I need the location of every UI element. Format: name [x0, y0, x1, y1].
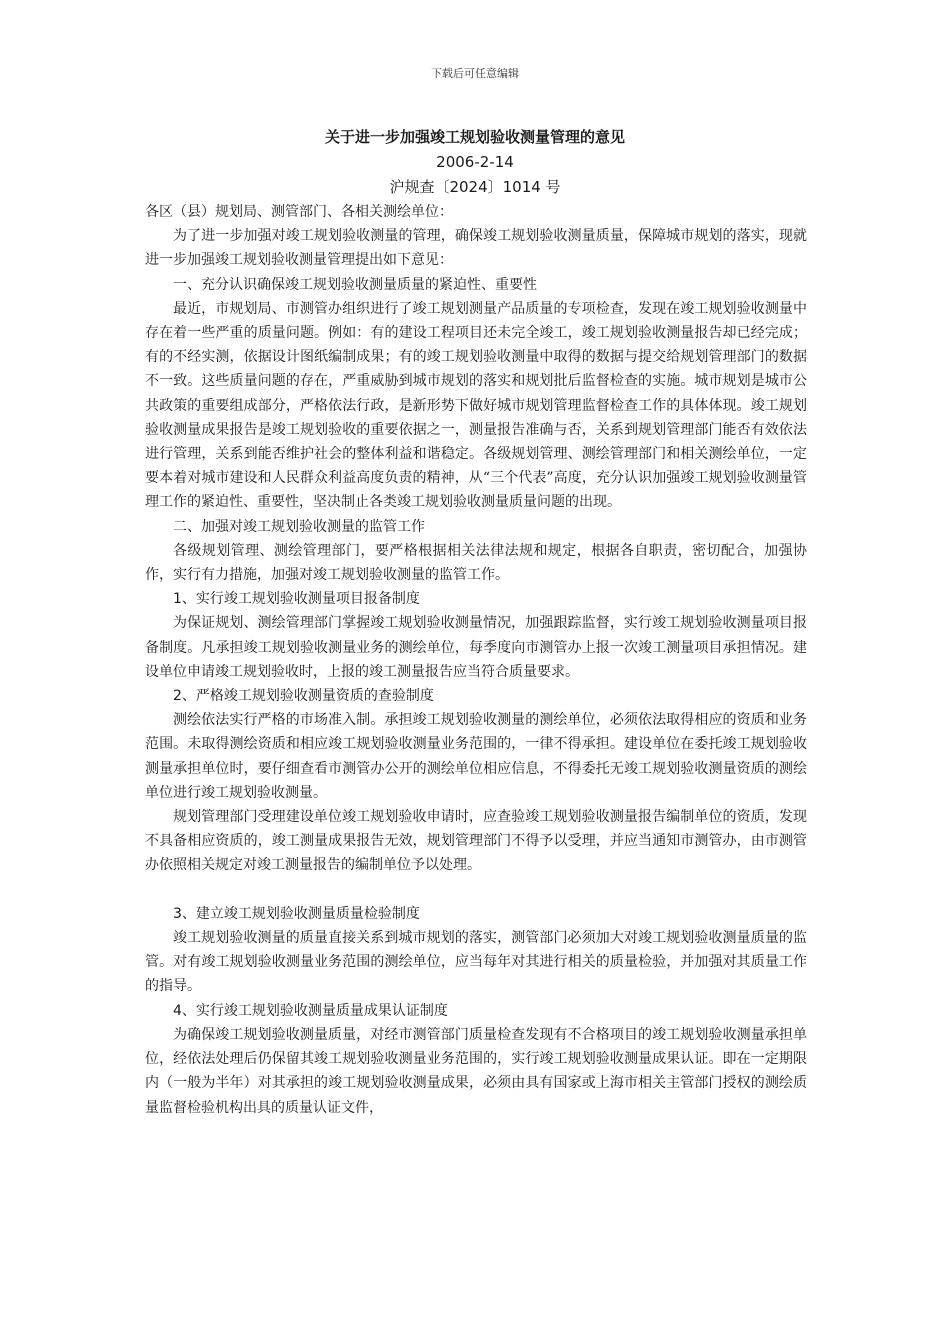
paragraph-subsection-3: 竣工规划验收测量的质量直接关系到城市规划的落实，测管部门必须加大对竣工规划验收测量质量的监管。对有竣工规划验收测量业务范围的测绘单位，应当每年对其进行相关的质量检验，并加强对其质量工作的指导。 [145, 930, 807, 995]
paragraph-section-1: 最近，市规划局、市测管办组织进行了竣工规划测量产品质量的专项检查，发现在竣工规划验收测量中存在着一些严重的质量问题。例如：有的建设工程项目还未完全竣工，竣工规划验收测量报告却已经完成；有的不经实测，依据设计图纸编制成果；有的竣工规划验收测量中取得的数据与提交给规划管理部门的数据不一致。这些质量问题的存在，严重威胁到城市规划的落实和规划批后监督检查的实施。城市规划是城市公共政策的重要组成部分，严格依法行政，是新形势下做好城市规划管理监督检查工作的具体体现。竣工规划验收测量成果报告是竣工规划验收的重要依据之一，测量报告准确与否，关系到规划管理部门能否有效依法进行管理，关系到能否维护社会的整体利益和谐稳定。各级规划管理、测绘管理部门和相关测绘单位，一定要本着对城市建设和人民群众利益高度负责的精神，从“三个代表”高度，充分认识加强竣工规划验收测量管理工作的紧迫性、重要性，坚决制止各类竣工规划验收测量质量问题的出现。 [145, 300, 807, 511]
subsection-heading-2: 2、严格竣工规划验收测量资质的查验制度 [173, 688, 434, 705]
title-block [0, 124, 950, 200]
header-note: 下载后可任意编辑 [431, 67, 519, 80]
paragraph-subsection-2b: 规划管理部门受理建设单位竣工规划验收申请时，应查验竣工规划验收测量报告编制单位的资质，发现不具备相应资质的，竣工测量成果报告无效，规划管理部门不得予以受理，并应当通知市测管办，由市测管办依照相关规定对竣工测量报告的编制单位予以处理。 [145, 809, 807, 874]
subsection-heading-4: 4、实行竣工规划验收测量质量成果认证制度 [173, 1002, 448, 1019]
salutation: 各区（县）规划局、测管部门、各相关测绘单位： [145, 204, 453, 220]
paragraph-intro: 为了进一步加强对竣工规划验收测量的管理，确保竣工规划验收测量质量，保障城市规划的落实，现就进一步加强竣工规划验收测量管理提出如下意见： [145, 228, 807, 269]
paragraph-subsection-2a: 测绘依法实行严格的市场准入制。承担竣工规划验收测量的测绘单位，必须依法取得相应的资质和业务范围。未取得测绘资质和相应竣工规划验收测量业务范围的，一律不得承担。建设单位在委托竣工规划验收测量承担单位时，要仔细查看市测管办公开的测绘单位相应信息，不得委托无竣工规划验收测量资质的测绘单位进行竣工规划验收测量。 [145, 712, 807, 801]
document-number: 沪规查〔2024〕1014 号 [389, 178, 561, 196]
section-heading-1: 一、充分认识确保竣工规划验收测量质量的紧迫性、重要性 [173, 276, 537, 293]
blank-line [145, 878, 807, 902]
subsection-heading-3: 3、建立竣工规划验收测量质量检验制度 [173, 905, 420, 922]
paragraph-subsection-4: 为确保竣工规划验收测量质量，对经市测管部门质量检查发现有不合格项目的竣工规划验收测量承担单位，经依法处理后仍保留其竣工规划验收测量业务范围的，实行竣工规划验收测量成果认证。即在一定期限内（一般为半年）对其承担的竣工规划验收测量成果，必须由具有国家或上海市相关主管部门授权的测绘质量监督检验机构出具的质量认证文件， [145, 1026, 807, 1116]
paragraph-subsection-1: 为保证规划、测绘管理部门掌握竣工规划验收测量情况，加强跟踪监督，实行竣工规划验收测量项目报备制度。凡承担竣工规划验收测量业务的测绘单位，每季度向市测管办上报一次竣工测量项目承担情况。建设单位申请竣工规划验收时，上报的竣工测量报告应当符合质量要求。 [145, 615, 807, 680]
document-title: 关于进一步加强竣工规划验收测量管理的意见 [324, 128, 625, 146]
document-date: 2006-2-14 [436, 153, 514, 171]
subsection-heading-1: 1、实行竣工规划验收测量项目报备制度 [173, 591, 420, 608]
section-heading-2: 二、加强对竣工规划验收测量的监管工作 [173, 518, 425, 535]
document-body [145, 200, 807, 1120]
paragraph-section-2: 各级规划管理、测绘管理部门，要严格根据相关法律法规和规定，根据各自职责，密切配合，加强协作，实行有力措施，加强对竣工规划验收测量的监管工作。 [145, 542, 807, 584]
